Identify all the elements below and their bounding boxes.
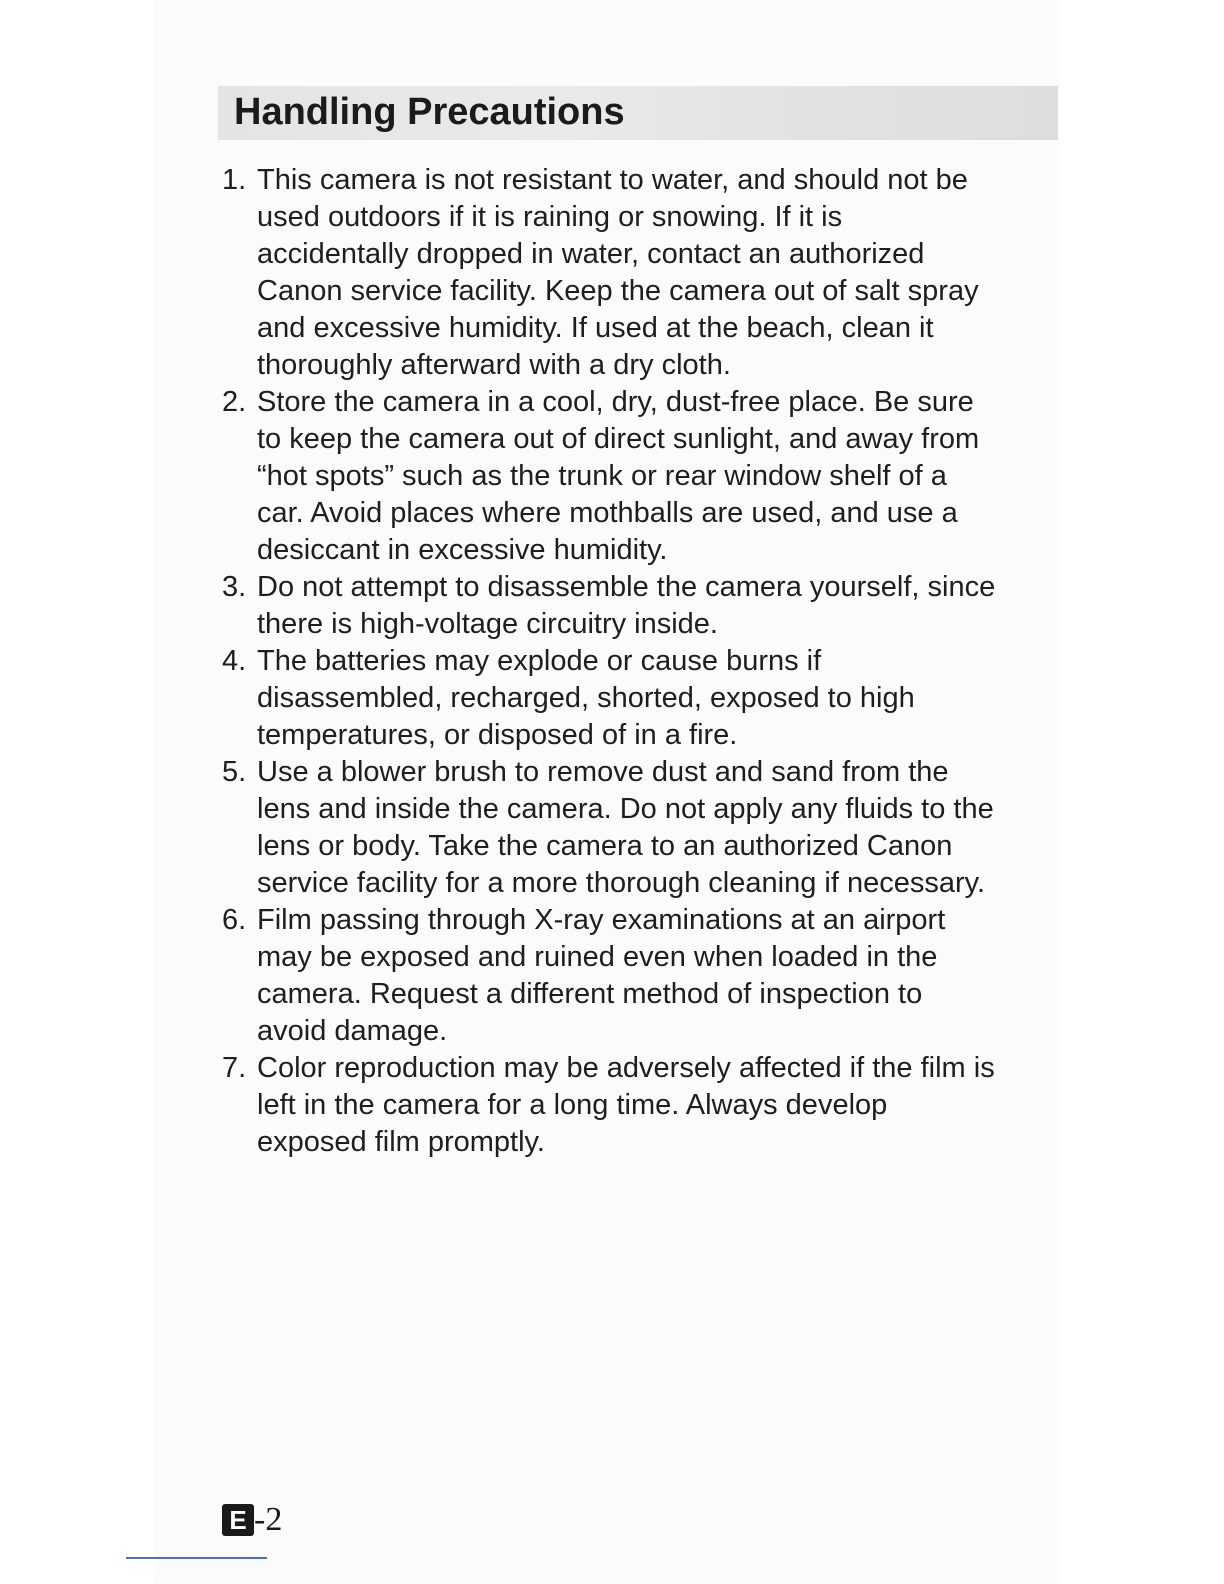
- divider-line: [126, 1557, 267, 1559]
- page-number: -2: [254, 1501, 283, 1538]
- list-item: [222, 162, 1012, 384]
- page-footer: [222, 1500, 282, 1540]
- item-text: Film passing through X-ray examinations at an airport may be exposed and ruined even when loaded in the camera. Request a different method of inspection to avoid damage.: [257, 904, 946, 1047]
- list-item: [222, 754, 1012, 902]
- item-number: 7.: [222, 1052, 247, 1084]
- item-number: 5.: [222, 756, 247, 788]
- item-number: 4.: [222, 645, 247, 677]
- item-number: 2.: [222, 386, 247, 418]
- precautions-list: [222, 162, 1012, 1161]
- item-text: Do not attempt to disassemble the camera yourself, since there is high-voltage circuitry inside.: [257, 571, 996, 640]
- list-item: [222, 902, 1012, 1050]
- item-text: The batteries may explode or cause burns if disassembled, recharged, shorted, exposed to high temperatures, or disposed of in a fire.: [257, 645, 915, 751]
- list-item: [222, 384, 1012, 569]
- list-item: [222, 643, 1012, 754]
- item-text: This camera is not resistant to water, and should not be used outdoors if it is raining or snowing. If it is accidentally dropped in water, contact an authorized Canon service facility. Keep the camera out of salt spray and excessive humidity. If used at the beach, clean it thoroughly afterward with a dry cloth.: [257, 164, 979, 381]
- item-text: Store the camera in a cool, dry, dust-free place. Be sure to keep the camera out of direct sunlight, and away from “hot spots” such as the trunk or rear window shelf of a car. Avoid places where mothballs are used, and use a desiccant in excessive humidity.: [257, 386, 980, 566]
- section-badge: E: [222, 1504, 254, 1536]
- item-number: 1.: [222, 164, 247, 196]
- item-text: Color reproduction may be adversely affected if the film is left in the camera for a long time. Always develop exposed film promptly.: [257, 1052, 995, 1158]
- item-number: 3.: [222, 571, 247, 603]
- list-item: [222, 1050, 1012, 1161]
- item-number: 6.: [222, 904, 247, 936]
- list-item: [222, 569, 1012, 643]
- item-text: Use a blower brush to remove dust and sand from the lens and inside the camera. Do not apply any fluids to the lens or body. Take the camera to an authorized Canon service facility for a more thorough cleaning if necessary.: [257, 756, 994, 899]
- page-title: Handling Precautions: [234, 91, 625, 133]
